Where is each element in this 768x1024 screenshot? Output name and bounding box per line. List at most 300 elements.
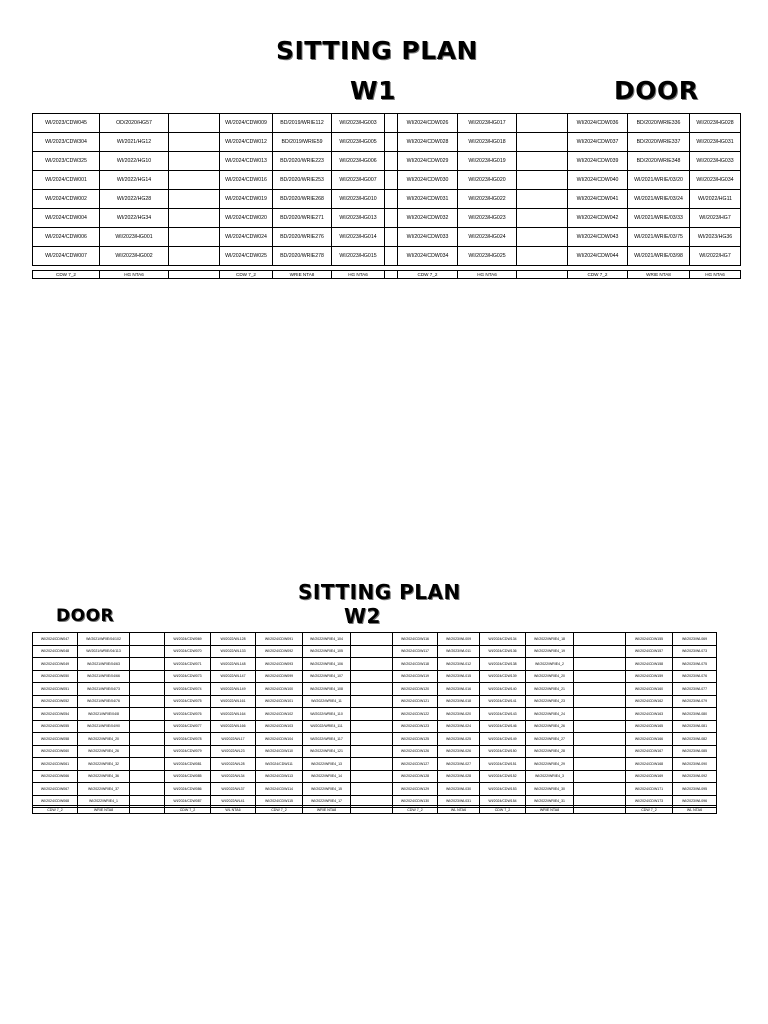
seat-cell: WI/2022/WL166	[211, 720, 256, 733]
seat-cell: WI/2024/CDW114	[256, 783, 303, 796]
seat-cell: WI/2023/HG006	[332, 152, 385, 171]
w1-seating-grid	[32, 113, 741, 266]
seat-cell: BD/2019/WRIE59	[273, 133, 332, 152]
seat-cell: WI/2024/CDW102	[256, 708, 303, 721]
seat-cell: WI/2024/CDW030	[398, 171, 458, 190]
seat-cell: WI/2024/CDW029	[398, 152, 458, 171]
seat-cell: WI/2024/CDW099	[256, 670, 303, 683]
empty-seat	[169, 247, 220, 266]
footer-cell: WRIE NTA8	[628, 271, 690, 279]
seat-cell: WI/2024/CDW073	[165, 670, 211, 683]
table-row	[33, 770, 717, 783]
footer-cell: CDW 7_2	[393, 806, 438, 814]
seat-cell: WI/2023/WL073	[673, 645, 717, 658]
empty-seat	[574, 633, 626, 646]
seat-cell: WI/2024/CDW167	[626, 745, 673, 758]
seat-cell: WI/2023/WL012	[438, 658, 480, 671]
seat-cell: WI/2024/CDW092	[256, 645, 303, 658]
seat-cell: WI/2023/HG023	[458, 209, 517, 228]
seat-cell: WI/2024/CDW067	[33, 783, 78, 796]
empty-seat	[574, 683, 626, 696]
seat-cell: WI/2024/CDW165	[626, 720, 673, 733]
table-row	[33, 670, 717, 683]
table-row	[33, 171, 741, 190]
empty-seat	[130, 720, 165, 733]
seat-cell: WI/2024/CDW070	[165, 645, 211, 658]
empty-seat	[517, 152, 568, 171]
seat-cell: WI/2023/WL076	[673, 670, 717, 683]
seat-cell: WI/2022/HG28	[100, 190, 169, 209]
seat-cell: WI/2022/WRIE4_117	[303, 733, 351, 746]
seat-cell: WI/2024/CDW076	[165, 708, 211, 721]
seat-cell: BD/2020/WRIE337	[628, 133, 690, 152]
seat-cell: WI/2024/CDW048	[33, 645, 78, 658]
empty-seat	[169, 114, 220, 133]
seat-cell: WI/2024/CDW034	[398, 247, 458, 266]
empty-seat	[574, 695, 626, 708]
seat-cell: WI/2022/WRIE4_36	[78, 770, 130, 783]
seat-cell: WI/2022/WL37	[211, 783, 256, 796]
seat-cell: WI/2024/CDW138	[480, 658, 526, 671]
seat-cell: WI/2024/CDW169	[626, 770, 673, 783]
seat-cell: BD/2020/WRIE268	[273, 190, 332, 209]
seat-cell: WI/2024/CDW016	[220, 171, 273, 190]
empty-seat	[169, 190, 220, 209]
seat-cell: WI/2024/CDW140	[480, 683, 526, 696]
seat-cell: WI/2023/CDW045	[33, 114, 100, 133]
footer-empty-cell	[169, 271, 220, 279]
w1-door-label: DOOR	[614, 76, 699, 105]
seat-cell: WI/2024/CDW024	[220, 228, 273, 247]
empty-seat	[169, 152, 220, 171]
empty-seat	[130, 758, 165, 771]
seat-cell: WI/2024/CDW033	[398, 228, 458, 247]
empty-seat	[574, 670, 626, 683]
seat-cell: WI/2024/CDW116	[393, 633, 438, 646]
footer-cell: WRIE NTA8	[273, 271, 332, 279]
seat-cell: WI/2024/CDW031	[398, 190, 458, 209]
seat-cell: WI/2024/CDW119	[393, 670, 438, 683]
seat-cell: WI/2021/WRIE/04/66	[78, 670, 130, 683]
empty-seat	[385, 228, 398, 247]
seat-cell: WI/2024/CDW043	[568, 228, 628, 247]
footer-cell: WRIE NTA8	[526, 806, 574, 814]
empty-seat	[169, 171, 220, 190]
seat-cell: WI/2024/CDW032	[398, 209, 458, 228]
empty-seat	[517, 209, 568, 228]
seat-cell: WI/2023/HG003	[332, 114, 385, 133]
footer-cell: HG NTA6	[690, 271, 741, 279]
seat-cell: WI/2023/HG022	[458, 190, 517, 209]
seat-cell: WI/2024/CDW058	[33, 733, 78, 746]
seat-cell: WI/2024/CDW041	[568, 190, 628, 209]
empty-seat	[385, 209, 398, 228]
empty-seat	[517, 133, 568, 152]
seat-cell: WI/2023/WL080	[673, 708, 717, 721]
seat-cell: WI/2024/CDW134	[480, 633, 526, 646]
seat-cell: WI/2024/CDW050	[33, 670, 78, 683]
empty-seat	[385, 171, 398, 190]
seat-cell: WI/2024/CDW009	[220, 114, 273, 133]
empty-seat	[351, 770, 393, 783]
seat-cell: WI/2021/WRIE/03/33	[628, 209, 690, 228]
seat-cell: BD/2020/WRIE253	[273, 171, 332, 190]
seat-cell: WI/2023/HG033	[690, 152, 741, 171]
empty-seat	[351, 708, 393, 721]
seat-cell: WI/2021/WRIE/03/20	[628, 171, 690, 190]
seat-cell: WI/2022/WRIE4_20	[526, 670, 574, 683]
seat-cell: WI/2022/WRIE4_31	[526, 795, 574, 808]
seat-cell: WI/2023/WL015	[438, 670, 480, 683]
seat-cell: BD/2020/WRIE348	[628, 152, 690, 171]
seat-cell: WI/2023/HG020	[458, 171, 517, 190]
seat-cell: WI/2023/WL024	[438, 720, 480, 733]
seat-cell: WI/2024/CDW004	[33, 209, 100, 228]
seat-cell: WI/2022/WRIE4_111	[303, 720, 351, 733]
seat-cell: WI/2024/CDW071	[165, 658, 211, 671]
seat-cell: WI/2024/CDW129	[393, 783, 438, 796]
seat-cell: WI/2022/WRIE4_106	[303, 658, 351, 671]
seat-cell: WI/2024/CDW093	[256, 658, 303, 671]
table-row	[33, 247, 741, 266]
seat-cell: WI/2024/CDW028	[398, 133, 458, 152]
table-row	[33, 708, 717, 721]
seat-cell: WI/2023/HG034	[690, 171, 741, 190]
footer-cell: CDW 7_2	[33, 806, 78, 814]
seat-cell: WI/2023/WL016	[438, 683, 480, 696]
seat-cell: WI/2021/WRIE/04/90	[78, 720, 130, 733]
table-row	[33, 152, 741, 171]
seat-cell: WI/2024/CDW040	[568, 171, 628, 190]
seat-cell: WI/2022/WRIE4_15	[303, 783, 351, 796]
seat-cell: WI/2022/WRIE4_21	[526, 683, 574, 696]
footer-cell: CDW 7_2	[398, 271, 458, 279]
seat-cell: WI/2022/WL17	[211, 733, 256, 746]
table-row	[33, 133, 741, 152]
seat-cell: WI/2024/CDW086	[165, 783, 211, 796]
seat-cell: WI/2023/WL090	[673, 758, 717, 771]
seat-cell: WI/2023/WL026	[438, 745, 480, 758]
seat-cell: WI/2022/WRIE4_105	[303, 645, 351, 658]
seat-cell: WI/2023/HG002	[100, 247, 169, 266]
seat-cell: WI/2023/HG007	[332, 171, 385, 190]
seat-cell: WI/2024/CDW012	[220, 133, 273, 152]
seat-cell: WI/2024/CDW085	[165, 770, 211, 783]
seat-cell: WI/2021/WRIE/03/75	[628, 228, 690, 247]
footer-cell: WL NTA6	[438, 806, 480, 814]
empty-seat	[351, 745, 393, 758]
seat-cell: WI/2022/WRIE4_24	[526, 708, 574, 721]
seat-cell: WI/2024/CDW042	[568, 209, 628, 228]
seat-cell: WI/2024/CDW037	[568, 133, 628, 152]
seat-cell: WI/2024/CDW054	[33, 708, 78, 721]
seat-cell: WI/2023/WL079	[673, 695, 717, 708]
empty-seat	[517, 190, 568, 209]
footer-cell: CDW 7_2	[256, 806, 303, 814]
w1-title: SITTING PLAN	[276, 36, 478, 65]
seat-cell: WI/2023/WL077	[673, 683, 717, 696]
seat-cell: WI/2023/WL085	[673, 745, 717, 758]
seat-cell: WI/2024/CDW117	[393, 645, 438, 658]
empty-seat	[574, 770, 626, 783]
seat-cell: WI/2022/WL23	[211, 745, 256, 758]
seat-cell: WI/2024/CDW051	[33, 683, 78, 696]
seat-cell: WI/2022/HG10	[100, 152, 169, 171]
seat-cell: WI/2024/CDW125	[393, 733, 438, 746]
empty-seat	[574, 758, 626, 771]
seat-cell: WI/2022/WRIE4_29	[526, 758, 574, 771]
table-row	[33, 633, 717, 646]
footer-cell: WRIE NTA8	[78, 806, 130, 814]
seat-cell: WI/2022/WRIE4_2	[526, 658, 574, 671]
seat-cell: WI/2022/WRIE4_121	[303, 745, 351, 758]
seat-cell: WI/2021/WRIE/03/24	[628, 190, 690, 209]
empty-seat	[169, 133, 220, 152]
empty-seat	[385, 114, 398, 133]
footer-empty-cell	[351, 806, 393, 814]
seat-cell: WI/2023/HG031	[690, 133, 741, 152]
empty-seat	[351, 645, 393, 658]
seat-cell: WI/2024/CDW121	[393, 695, 438, 708]
seat-cell: WI/2022/WRIE4_17	[303, 795, 351, 808]
seat-cell: WI/2024/CDW113	[256, 770, 303, 783]
seat-cell: WI/2024/CDW075	[165, 695, 211, 708]
footer-row	[33, 271, 741, 279]
footer-cell: HG NTA6	[458, 271, 517, 279]
w2-title: SITTING PLAN	[298, 580, 461, 604]
seat-cell: WI/2024/CDW122	[393, 708, 438, 721]
seat-cell: WI/2022/WL41	[211, 795, 256, 808]
seat-cell: WI/2024/CDW066	[33, 770, 78, 783]
seat-cell: WI/2023/WL092	[673, 770, 717, 783]
empty-seat	[574, 658, 626, 671]
seat-cell: WI/2024/CDW130	[393, 795, 438, 808]
seat-cell: WI/2022/WRIE4_104	[303, 633, 351, 646]
seat-cell: WI/2023/HG014	[332, 228, 385, 247]
empty-seat	[351, 670, 393, 683]
footer-row	[33, 806, 717, 814]
empty-seat	[351, 695, 393, 708]
seat-cell: WI/2024/CDW127	[393, 758, 438, 771]
seat-cell: WI/2023/HG028	[690, 114, 741, 133]
seat-cell: WI/2023/HG005	[332, 133, 385, 152]
seat-cell: WI/2022/WL34	[211, 770, 256, 783]
footer-empty-cell	[385, 271, 398, 279]
empty-seat	[351, 658, 393, 671]
seat-cell: WI/2024/CDW150	[480, 745, 526, 758]
empty-seat	[351, 758, 393, 771]
seat-cell: WI/2021/WRIE/04/73	[78, 683, 130, 696]
seat-cell: WI/2024/CDW013	[220, 152, 273, 171]
seat-cell: WI/2024/CDW001	[33, 171, 100, 190]
table-row	[33, 114, 741, 133]
table-row	[33, 658, 717, 671]
seat-cell: WI/2023/WL018	[438, 695, 480, 708]
empty-seat	[130, 633, 165, 646]
seat-cell: WI/2022/WL164	[211, 708, 256, 721]
seat-cell: WI/2022/WL148	[211, 658, 256, 671]
table-row	[33, 683, 717, 696]
empty-seat	[130, 770, 165, 783]
seat-cell: WI/2022/HG11	[690, 190, 741, 209]
seat-cell: WI/2024/CDW081	[165, 758, 211, 771]
footer-cell: CDW 7_2	[626, 806, 673, 814]
seat-cell: WI/2021/WRIE/04/113	[78, 645, 130, 658]
empty-seat	[130, 645, 165, 658]
seat-cell: WI/2023/HG015	[332, 247, 385, 266]
seat-cell: WI/2023/HG013	[332, 209, 385, 228]
footer-cell: HG NTA6	[100, 271, 169, 279]
seat-cell: BD/2020/WRIE278	[273, 247, 332, 266]
empty-seat	[169, 228, 220, 247]
seat-cell: WI/2023/WL095	[673, 783, 717, 796]
empty-seat	[574, 708, 626, 721]
seat-cell: WI/2022/WRIE4_20	[78, 733, 130, 746]
seat-cell: WI/2024/CDW101	[256, 695, 303, 708]
empty-seat	[517, 228, 568, 247]
footer-cell: WRIE NTA8	[303, 806, 351, 814]
seat-cell: WI/2022/WRIE4_26	[78, 745, 130, 758]
seat-cell: WI/2022/WRIE4_3	[526, 770, 574, 783]
seat-cell: WI/2022/HG34	[100, 209, 169, 228]
seat-cell: WI/2021/WRIE/03/98	[628, 247, 690, 266]
seat-cell: BD/2020/WRIE223	[273, 152, 332, 171]
seat-cell: WI/2023/HG019	[458, 152, 517, 171]
footer-cell: WL NTA6	[673, 806, 717, 814]
empty-seat	[351, 733, 393, 746]
footer-cell: CDW 7_2	[480, 806, 526, 814]
seat-cell: WI/2022/WRIE4_110	[303, 708, 351, 721]
seat-cell: BD/2020/WRIE271	[273, 209, 332, 228]
seat-cell: WI/2024/CDW160	[626, 683, 673, 696]
seat-cell: BD/2019/WRIE112	[273, 114, 332, 133]
table-row	[33, 190, 741, 209]
seat-cell: WI/2023/WL069	[673, 633, 717, 646]
w2-room-label: W2	[344, 604, 381, 628]
seat-cell: WI/2024/CDW061	[33, 758, 78, 771]
footer-cell: CDW 7_2	[220, 271, 273, 279]
seat-cell: WI/2022/WRIE4_27	[526, 733, 574, 746]
empty-seat	[517, 114, 568, 133]
seat-cell: WI/2022/WRIE4_37	[78, 783, 130, 796]
seat-cell: WI/2024/CDW118	[393, 658, 438, 671]
seat-cell: WI/2024/CDW128	[393, 770, 438, 783]
seat-cell: WI/2021/WRIE/04/63	[78, 658, 130, 671]
empty-seat	[574, 745, 626, 758]
empty-seat	[130, 658, 165, 671]
empty-seat	[130, 683, 165, 696]
seat-cell: WI/2023/WL027	[438, 758, 480, 771]
seat-cell: WI/2023/HG018	[458, 133, 517, 152]
table-row	[33, 645, 717, 658]
seat-cell: WI/2023/HG010	[332, 190, 385, 209]
footer-cell: CDW 7_2	[33, 271, 100, 279]
empty-seat	[517, 171, 568, 190]
empty-seat	[130, 745, 165, 758]
seat-cell: BD/2020/WRIE276	[273, 228, 332, 247]
seat-cell: WI/2024/CDW074	[165, 683, 211, 696]
empty-seat	[351, 683, 393, 696]
seat-cell: WI/2024/CDW052	[33, 695, 78, 708]
seat-cell: WI/2023/WL009	[438, 633, 480, 646]
table-row	[33, 720, 717, 733]
seat-cell: WI/2024/CDW069	[165, 633, 211, 646]
seat-cell: WI/2022/WRIE4_32	[78, 758, 130, 771]
seat-cell: WI/2024/CDW120	[393, 683, 438, 696]
seat-cell: WI/2024/CDW047	[33, 633, 78, 646]
seat-cell: WI/2023/CDW304	[33, 133, 100, 152]
footer-cell: CDW 7_2	[165, 806, 211, 814]
w2-door-label: DOOR	[56, 606, 115, 626]
empty-seat	[130, 708, 165, 721]
seat-cell: WI/2021/WRIE/04/76	[78, 695, 130, 708]
footer-cell: HG NTA6	[332, 271, 385, 279]
seat-cell: WI/2024/CDW044	[568, 247, 628, 266]
empty-seat	[169, 209, 220, 228]
seat-cell: WI/2024/CDW110	[256, 745, 303, 758]
seat-cell: WI/2023/WL031	[438, 795, 480, 808]
seat-cell: WI/2024/CDW158	[626, 658, 673, 671]
seat-cell: WI/2022/HG7	[690, 247, 741, 266]
empty-seat	[385, 190, 398, 209]
seat-cell: WI/2022/WL128	[211, 633, 256, 646]
seat-cell: WI/2024/CDW153	[480, 783, 526, 796]
seat-cell: WI/2023/WL020	[438, 708, 480, 721]
seat-cell: WI/2024/CDW143	[480, 708, 526, 721]
seat-cell: WI/2024/CDW115	[256, 795, 303, 808]
w1-footer-row	[32, 270, 741, 279]
seat-cell: WI/2022/WL161	[211, 695, 256, 708]
seat-cell: WI/2024/CDW103	[256, 720, 303, 733]
seat-cell: WI/2024/CDW100	[256, 683, 303, 696]
empty-seat	[351, 720, 393, 733]
seat-cell: WI/2022/WRIE4_28	[526, 745, 574, 758]
seat-cell: WI/2022/WRIE4_13	[303, 758, 351, 771]
seat-cell: WI/2021/WRIE/04/8	[78, 708, 130, 721]
seat-cell: WI/2024/CDW087	[165, 795, 211, 808]
seat-cell: WI/2022/WRIE4_26	[526, 720, 574, 733]
seat-cell: WI/2024/CDW159	[626, 670, 673, 683]
seat-cell: WI/2024/CDW055	[33, 720, 78, 733]
seat-cell: WI/2023/HG001	[100, 228, 169, 247]
w2-seating-grid	[32, 632, 717, 808]
seat-cell: WI/2022/WL147	[211, 670, 256, 683]
seat-cell: WI/2021/HG12	[100, 133, 169, 152]
seat-cell: BD/2020/WRIE336	[628, 114, 690, 133]
seat-cell: WI/2023/WL081	[673, 720, 717, 733]
seat-cell: WI/2024/CDW077	[165, 720, 211, 733]
seat-cell: WI/2024/CDW168	[626, 758, 673, 771]
seat-cell: WI/2023/HG36	[690, 228, 741, 247]
empty-seat	[517, 247, 568, 266]
seat-cell: WI/2023/WL082	[673, 733, 717, 746]
seat-cell: WI/2024/CDW036	[568, 114, 628, 133]
seat-cell: WI/2023/WL028	[438, 770, 480, 783]
seat-cell: WI/2024/CDW157	[626, 645, 673, 658]
seat-cell: WI/2024/CDW091	[256, 633, 303, 646]
seat-cell: WI/2024/CDW155	[626, 633, 673, 646]
table-row	[33, 228, 741, 247]
seat-cell: WI/2022/WRIE4_108	[303, 683, 351, 696]
seat-cell: WI/2022/WRIE4_107	[303, 670, 351, 683]
empty-seat	[351, 633, 393, 646]
seat-cell: WI/2023/HG024	[458, 228, 517, 247]
seat-cell: WI/2022/WRIE4_30	[526, 783, 574, 796]
seat-cell: WI/2023/HG025	[458, 247, 517, 266]
seat-cell: WI/2024/CDW104	[256, 733, 303, 746]
empty-seat	[130, 733, 165, 746]
seat-cell: WI/2023/WL011	[438, 645, 480, 658]
